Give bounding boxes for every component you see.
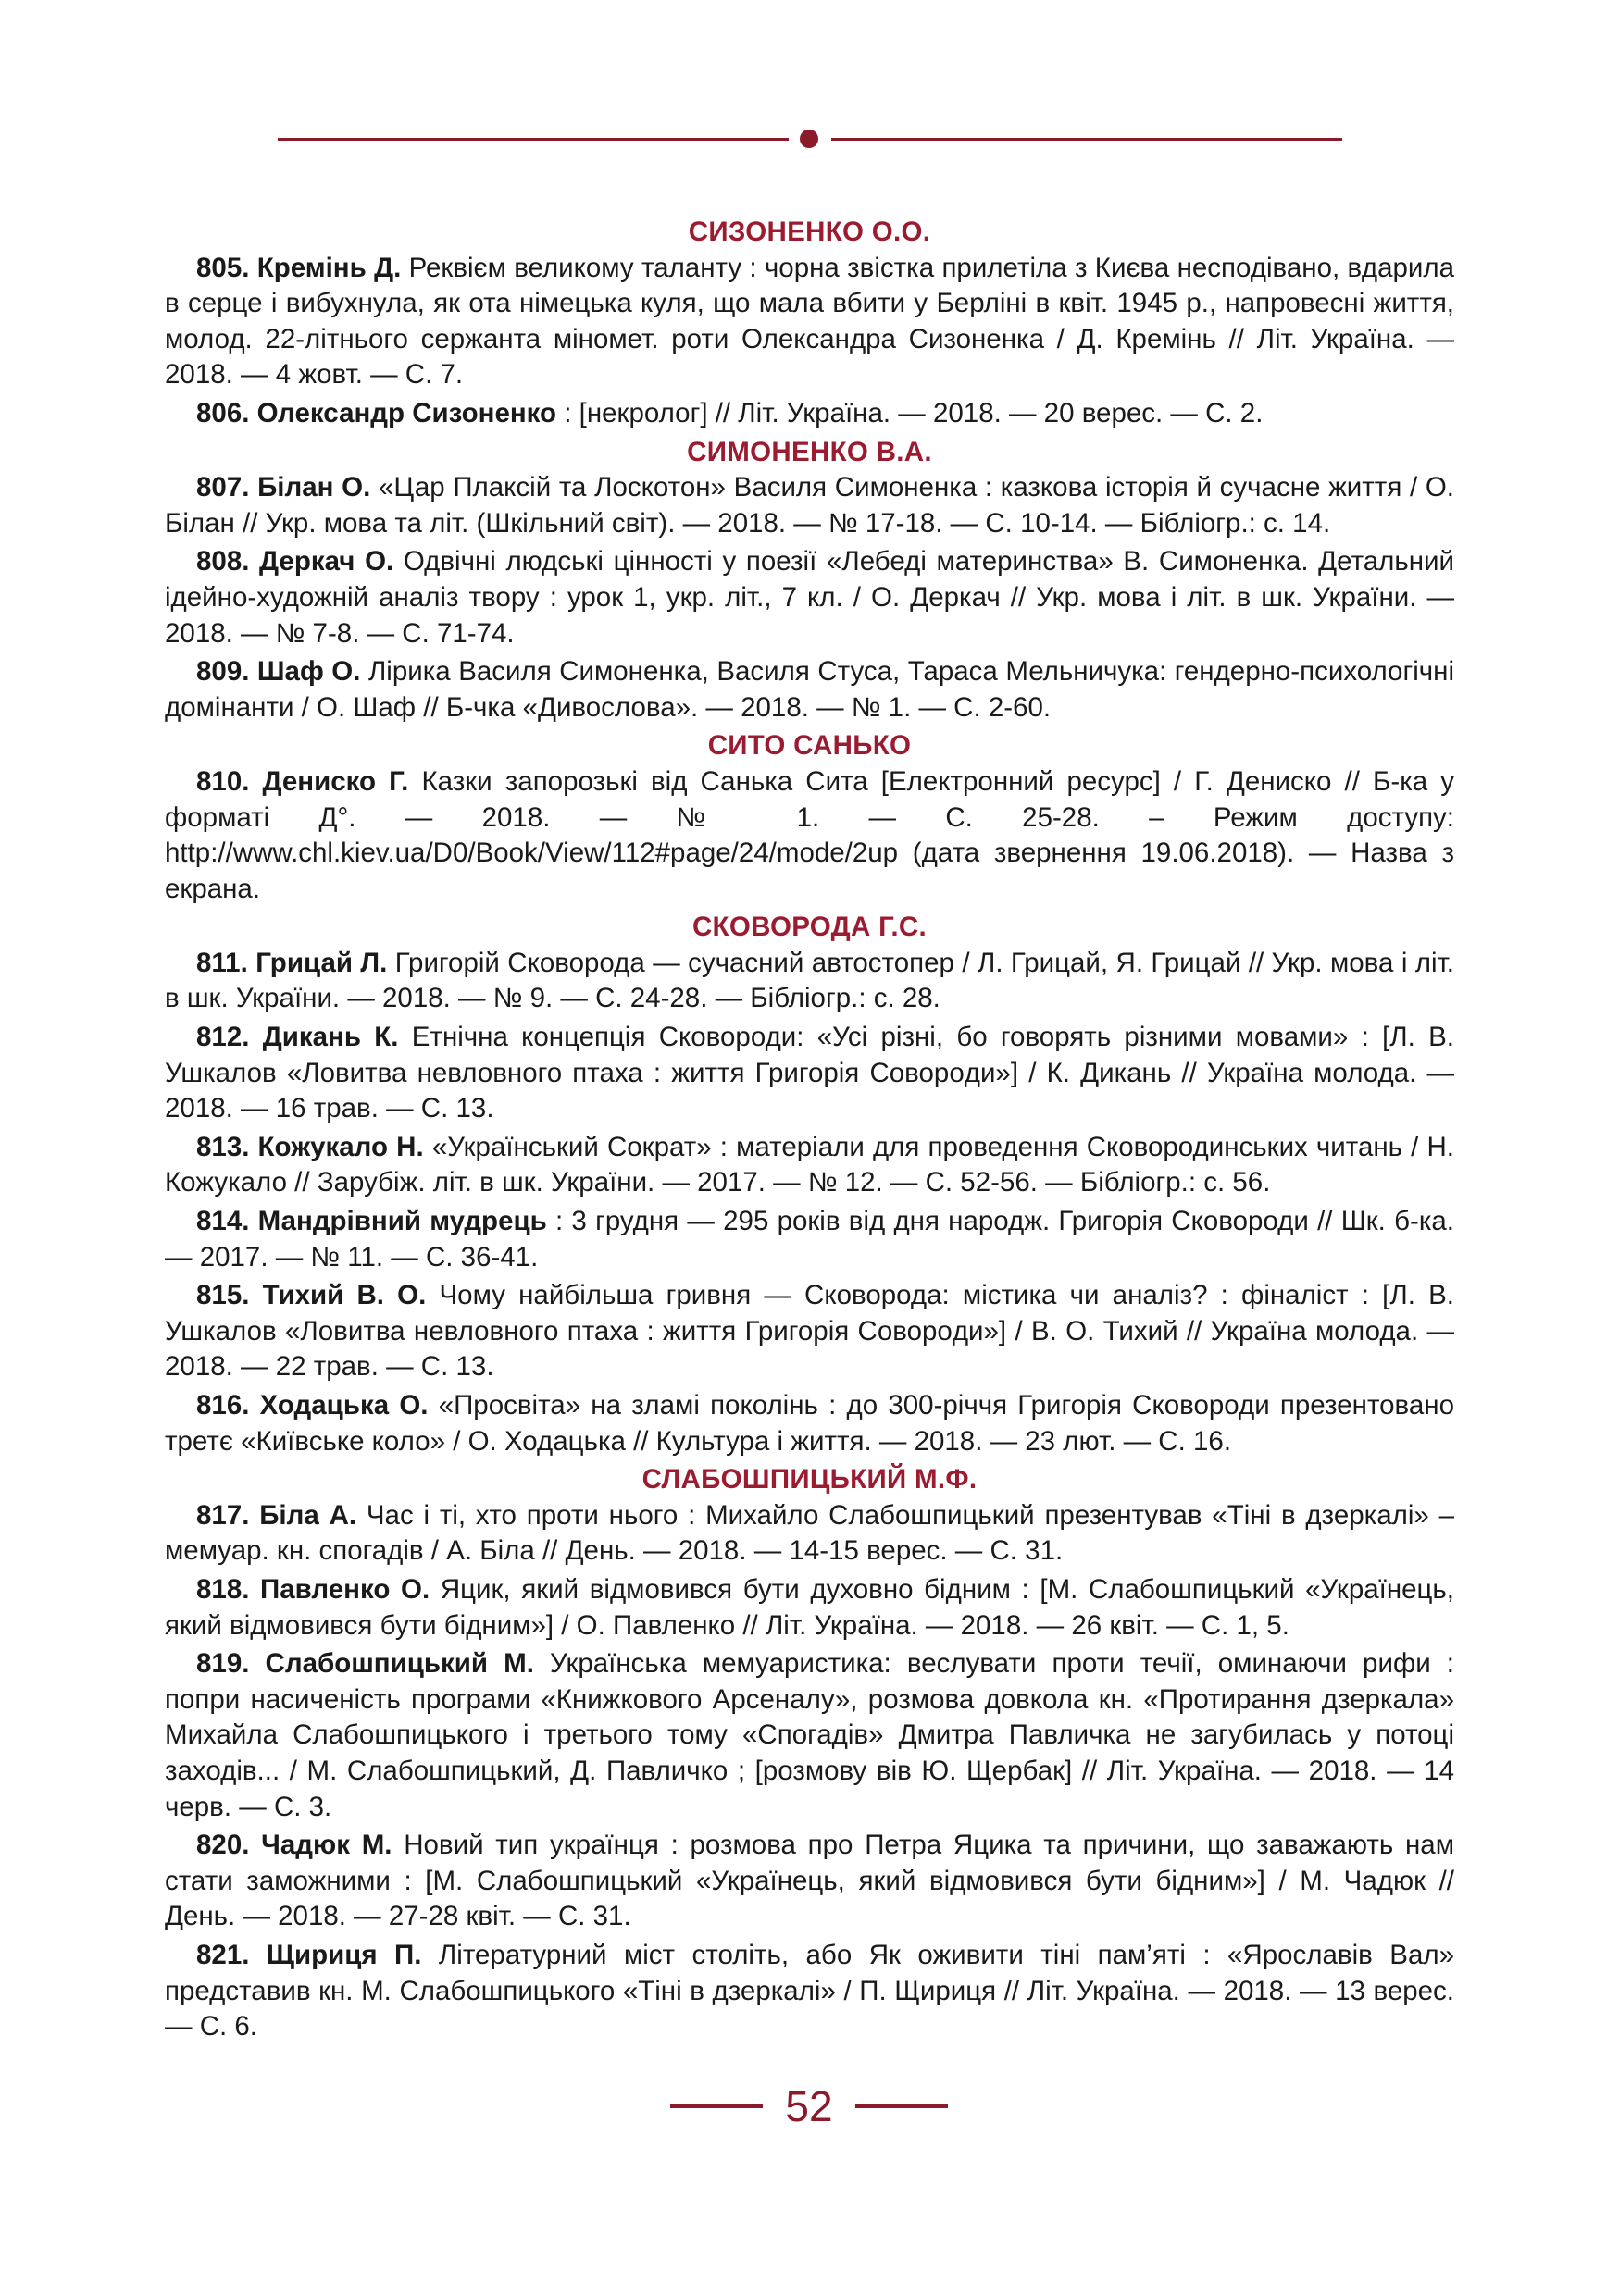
entry-text: «Український Сократ» : матеріали для проведення Сковородинських читань / Н. Кожукало // Зарубіж. літ. в шк. України. — 2017. — № 12. — С. 52-56. — Бібліогр.: с. 56.	[165, 1131, 1454, 1198]
bibliography-entry	[165, 1498, 1454, 1570]
section-heading: СИЗОНЕНКО О.О.	[688, 217, 931, 247]
entry-text: Лірика Василя Симоненка, Василя Стуса, Тараса Мельничука: гендерно-психологічні домінанти / О. Шаф // Б-чка «Дивослова». — 2018. — № 1. — С. 2-60.	[165, 656, 1454, 723]
entry-author: 807. Білан О.	[196, 472, 371, 503]
entry-text: Реквієм великому таланту : чорна звістка прилетіла з Києва несподівано, вдарила в серце і вибухнула, як ота німецька куля, що мала вбити у Берліні в квіт. 1945 р., напровесні життя, молод. 22-літнього сержанта міномет. роти Олександра Сизоненка / Д. Кремінь // Літ. Україна. — 2018. — 4 жовт. — С. 7.	[165, 252, 1454, 391]
entry-author: 821. Щириця П.	[196, 1939, 422, 1970]
entry-author: 810. Дениско Г.	[196, 765, 409, 797]
bibliography-entry	[165, 470, 1454, 541]
entry-text: «Цар Плаксій та Лоскотон» Василя Симоненка : казкова історія й сучасне життя / О. Білан // Укр. мова та літ. (Шкільний світ). — 2018. — № 17-18. — С. 10-14. — Бібліогр.: с. 14.	[165, 472, 1454, 539]
section-heading: СИМОНЕНКО В.А.	[687, 436, 932, 467]
bibliography-entry	[165, 764, 1454, 907]
entry-author: 811. Грицай Л.	[196, 947, 388, 978]
entry-author: 817. Біла А.	[196, 1499, 357, 1531]
entry-author: 820. Чадюк М.	[196, 1830, 392, 1861]
entry-author: 818. Павленко О.	[196, 1573, 430, 1605]
entry-text: : 3 грудня — 295 років від дня народж. Григорія Сковороди // Шк. б-ка. — 2017. — № 11. — С. 36-41.	[165, 1206, 1454, 1272]
entry-author: 806. Олександр Сизоненко	[196, 397, 557, 428]
entry-text: Казки запорозькі від Санька Сита [Електронний ресурс] / Г. Дениско // Б-ка у форматі Д°. — 2018. — № 1. — С. 25-28. – Режим доступу: http://www.chl.kiev.ua/D0/Book/View/112#page/24/mode/2up (дата звернення 19.06.2018). — Назва з екрана.	[165, 765, 1454, 904]
entry-text: Новий тип українця : розмова про Петра Яцика та причини, що заважають нам стати заможними : [М. Слабошпицький «Українець, який відмовився бути бідним»] / М. Чадюк // День. — 2018. — 27-28 квіт. — С. 31.	[165, 1830, 1454, 1932]
ornament-dot-icon	[800, 130, 818, 148]
bibliography-entry	[165, 1130, 1454, 1201]
entry-text: «Просвіта» на зламі поколінь : до 300-річчя Григорія Сковороди презентовано третє «Київське коло» / О. Ходацька // Культура і життя. — 2018. — 23 лют. — С. 16.	[165, 1390, 1454, 1457]
bibliography-entry	[165, 251, 1454, 393]
top-ornament	[278, 128, 1342, 150]
bibliography-content	[165, 215, 1454, 2048]
entry-author: 813. Кожукало Н.	[196, 1131, 424, 1162]
entry-text: Етнічна концепція Сковороди: «Усі різні, бо говорять різними мовами» : [Л. В. Ушкалов «Ловитва невловного птаха : життя Григорія Соворoди»] / К. Дикань // Україна молода. — 2018. — 16 трав. — С. 13.	[165, 1022, 1454, 1124]
bibliography-entry	[165, 946, 1454, 1017]
bibliography-entry	[165, 654, 1454, 726]
entry-author: 805. Кремінь Д.	[196, 252, 402, 283]
ornament-line-left	[278, 138, 789, 141]
entry-text: : [некролог] // Літ. Україна. — 2018. — 20 верес. — С. 2.	[556, 397, 1264, 428]
bibliography-entry	[165, 1646, 1454, 1825]
entry-text: Чому найбільша гривня — Сковорода: містика чи аналіз? : фіналіст : [Л. В. Ушкалов «Ловитва невловного птаха : життя Григорія Соворoди»] / В. О. Тихий // Україна молода. — 2018. — 22 трав. — С. 13.	[165, 1280, 1454, 1383]
bibliography-entry	[165, 1828, 1454, 1935]
entry-text: Яцик, який відмовився бути духовно бідним : [М. Слабошпицький «Українець, який відмовився бути бідним»] / О. Павленко // Літ. Україна. — 2018. — 26 квіт. — С. 1, 5.	[165, 1573, 1454, 1641]
section-heading: СЛАБОШПИЦЬКИЙ М.Ф.	[641, 1464, 978, 1496]
bibliography-entry	[165, 1204, 1454, 1275]
entry-text: Одвічні людські цінності у поезії «Лебеді материнства» В. Симоненка. Детальний ідейно-художній аналіз твору : урок 1, укр. літ., 7 кл. / О. Деркач // Укр. мова і літ. в шк. України. — 2018. — № 7-8. — С. 71-74.	[165, 546, 1454, 649]
bibliography-entry	[165, 1278, 1454, 1385]
bibliography-entry	[165, 544, 1454, 652]
entry-author: 816. Ходацька О.	[196, 1390, 429, 1421]
entry-text: Українська мемуаристика: веслувати проти течії, оминаючи рифи : попри насиченість програми «Книжкового Арсеналу», розмова довкола кн. «Протирання дзеркала» Михайла Слабошпицького і третього тому «Спогадів» Дмитра Павличка не загубилась у потоці заходів... / М. Слабошпицький, Д. Павличко ; [розмову вів Ю. Щербак] // Літ. Україна. — 2018. — 14 черв. — С. 3.	[165, 1648, 1454, 1822]
ornament-line-right	[831, 138, 1342, 141]
entry-author: 809. Шаф О.	[196, 656, 361, 688]
section-heading: СКОВОРОДА Г.С.	[691, 912, 928, 943]
entry-author: 812. Дикань К.	[196, 1022, 399, 1053]
entry-author: 815. Тихий В. О.	[196, 1280, 427, 1311]
entry-text: Григорій Сковорода — сучасний автостопер / Л. Грицай, Я. Грицай // Укр. мова і літ. в шк. України. — 2018. — № 9. — С. 24-28. — Бібліогр.: с. 28.	[165, 947, 1454, 1014]
entry-author: 819. Слабошпицький М.	[196, 1648, 534, 1680]
entry-author: 808. Деркач О.	[196, 546, 394, 577]
bibliography-entry	[165, 396, 1454, 432]
entry-author: 814. Мандрівний мудрець	[196, 1206, 547, 1237]
bibliography-entry	[165, 1938, 1454, 2045]
footer-line-left	[670, 2104, 763, 2108]
page-footer	[0, 2080, 1619, 2132]
bibliography-entry	[165, 1572, 1454, 1644]
footer-line-right	[855, 2104, 948, 2108]
entry-text: Час і ті, хто проти нього : Михайло Слабошпицький презентував «Тіні в дзеркалі» – мемуар. кн. спогадів / А. Біла // День. — 2018. — 14-15 верес. — С. 31.	[165, 1499, 1454, 1567]
section-heading: СИТО САНЬКО	[707, 730, 912, 762]
bibliography-entry	[165, 1020, 1454, 1127]
bibliography-entry	[165, 1388, 1454, 1459]
entry-text: Літературний міст століть, або Як оживити тіні пам’яті : «Ярославів Вал» представив кн. М. Слабошпицького «Тіні в дзеркалі» / П. Щириця // Літ. Україна. — 2018. — 13 верес. — С. 6.	[165, 1939, 1454, 2042]
page-number: 52	[785, 2082, 833, 2130]
